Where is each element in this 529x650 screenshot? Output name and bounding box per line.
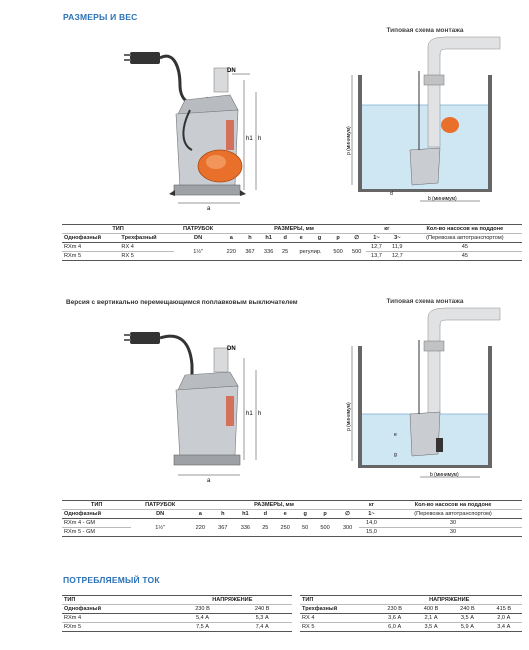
dim-h: h	[258, 136, 262, 142]
dim-b-min: b (минимум)	[428, 196, 457, 202]
th-h: h	[212, 510, 235, 519]
th-v1: 230 В	[376, 605, 412, 614]
dim-g: g	[394, 452, 397, 458]
th-h: h	[241, 234, 260, 243]
cell: 50	[297, 519, 314, 537]
plug-icon	[130, 332, 160, 344]
discharge-pipe	[428, 318, 440, 413]
cell: RX 4	[300, 614, 376, 623]
th-single: Однофазный	[62, 234, 119, 243]
cell: RX 5	[300, 623, 376, 632]
install-caption-1: Типовая схема монтажа	[386, 27, 464, 34]
th-e: e	[292, 234, 310, 243]
section-title-current: ПОТРЕБЛЯЕМЫЙ ТОК	[63, 575, 160, 585]
cell: 15,0	[359, 528, 384, 537]
power-cable	[160, 336, 192, 380]
th-type: ТИП	[300, 596, 376, 605]
cell: 300	[336, 519, 359, 537]
float-icon	[441, 117, 459, 133]
vertical-version-title: Версия с вертикально перемещающимся поплавковым выключателем	[66, 299, 298, 306]
cell: 45	[408, 243, 522, 252]
dim-e: e	[394, 432, 397, 438]
th-dn: DN	[174, 234, 222, 243]
cell: 14,0	[359, 519, 384, 528]
cell: RXm 4	[62, 614, 173, 623]
th-three: Трехфазный	[119, 234, 174, 243]
cell: RXm 4 - GM	[62, 519, 131, 528]
th-transport: (Перевозка автотранспортом)	[408, 234, 522, 243]
th-d: d	[257, 510, 274, 519]
cell: 13,7	[366, 252, 387, 261]
th-v1: 230 В	[173, 605, 233, 614]
cell: 250	[274, 519, 297, 537]
cell: 500	[314, 519, 337, 537]
cell: 367	[212, 519, 235, 537]
th-g: g	[297, 510, 314, 519]
plug-icon	[130, 52, 160, 64]
cell: 6,0 А	[376, 623, 412, 632]
th-d: d	[278, 234, 292, 243]
th-a: a	[222, 234, 241, 243]
dim-dn: DN	[227, 68, 236, 74]
th-p: p	[314, 510, 337, 519]
cell: 220	[222, 243, 241, 261]
th-port: ПАТРУБОК	[131, 501, 189, 510]
cell: 3,5 А	[413, 623, 449, 632]
th-kg3: 3~	[387, 234, 408, 243]
cell: 5,9 А	[449, 623, 485, 632]
install-schema-1	[340, 35, 510, 210]
th-kg1: 1~	[366, 234, 387, 243]
cell: 2,1 А	[413, 614, 449, 623]
th-v2: 400 В	[413, 605, 449, 614]
th-single: Однофазный	[62, 510, 131, 519]
table-row	[62, 243, 522, 252]
th-e: e	[274, 510, 297, 519]
th-type: ТИП	[62, 225, 174, 234]
table-row	[62, 519, 522, 528]
current-table-single	[62, 595, 292, 632]
th-h1: h1	[234, 510, 257, 519]
th-p: p	[329, 234, 348, 243]
dim-p-min: p (минимум)	[346, 126, 352, 155]
th-dims: РАЗМЕРЫ, мм	[189, 501, 359, 510]
dimensions-table-1	[62, 224, 522, 261]
power-cable	[160, 56, 208, 103]
cell: 12,7	[366, 243, 387, 252]
current-table-three	[300, 595, 522, 632]
cell: 3,5 А	[449, 614, 485, 623]
cell: 220	[189, 519, 212, 537]
discharge-pipe	[428, 47, 440, 147]
th-pallet: Кол-во насосов на поддоне	[384, 501, 522, 510]
cell: 11,9	[387, 243, 408, 252]
cell: 25	[278, 243, 292, 261]
th-diameter: ∅	[347, 234, 366, 243]
dim-a-2: a	[207, 478, 211, 484]
dim-a: a	[207, 206, 211, 212]
th-dims: РАЗМЕРЫ, мм	[222, 225, 366, 234]
th-voltage: НАПРЯЖЕНИЕ	[173, 596, 292, 605]
vertical-float-icon	[436, 438, 443, 452]
th-diameter: ∅	[336, 510, 359, 519]
outlet-pipe	[214, 348, 228, 372]
cell: 1½"	[174, 243, 222, 261]
cell: 336	[259, 243, 278, 261]
cell: 7,4 А	[232, 623, 292, 632]
th-v2: 240 В	[232, 605, 292, 614]
cell: 500	[347, 243, 366, 261]
dim-d: d	[390, 191, 393, 197]
dim-b-min-2: b (минимум)	[430, 472, 459, 478]
cell: 30	[384, 528, 522, 537]
table-row	[62, 614, 292, 623]
cell: 2,0 А	[486, 614, 522, 623]
th-transport: (Перевозка автотранспортом)	[384, 510, 522, 519]
cell: 12,7	[387, 252, 408, 261]
cell: 30	[384, 519, 522, 528]
th-single: Однофазный	[62, 605, 173, 614]
th-v3: 240 В	[449, 605, 485, 614]
th-port: ПАТРУБОК	[174, 225, 222, 234]
pump-drawing-float	[120, 40, 285, 215]
table-row	[300, 614, 522, 623]
cell: 500	[329, 243, 348, 261]
th-kg: кг	[359, 501, 384, 510]
dim-h1-2: h1	[246, 411, 253, 417]
cell: 5,4 А	[173, 614, 233, 623]
cell: RXm 5	[62, 623, 173, 632]
th-dn: DN	[131, 510, 189, 519]
table-row	[62, 623, 292, 632]
th-voltage: НАПРЯЖЕНИЕ	[376, 596, 522, 605]
cell: 3,4 А	[486, 623, 522, 632]
dim-p-min-2: p (минимум)	[346, 402, 352, 431]
cell: 7,5 А	[173, 623, 233, 632]
cell: регулир.	[292, 243, 328, 261]
th-kg: кг	[366, 225, 408, 234]
th-g: g	[310, 234, 329, 243]
install-schema-2	[340, 306, 510, 486]
cell: 1½"	[131, 519, 189, 537]
th-a: a	[189, 510, 212, 519]
cell: 367	[241, 243, 260, 261]
dim-h1: h1	[246, 136, 253, 142]
cell: RXm 4	[62, 243, 119, 252]
cell: 336	[234, 519, 257, 537]
th-v4: 415 В	[486, 605, 522, 614]
dimensions-table-2	[62, 500, 522, 537]
cell: RXm 5 - GM	[62, 528, 131, 537]
outlet-pipe	[214, 68, 228, 92]
th-h1: h1	[259, 234, 278, 243]
th-kg1: 1~	[359, 510, 384, 519]
cell: RX 4	[119, 243, 174, 252]
pump-drawing-vertical-float	[120, 320, 285, 490]
cell: RXm 5	[62, 252, 119, 261]
th-type: ТИП	[62, 501, 131, 510]
th-pallet: Кол-во насосов на поддоне	[408, 225, 522, 234]
th-type: ТИП	[62, 596, 173, 605]
cell: 5,3 А	[232, 614, 292, 623]
install-caption-2: Типовая схема монтажа	[386, 298, 464, 305]
cell: RX 5	[119, 252, 174, 261]
section-title-dimensions: РАЗМЕРЫ И ВЕС	[63, 12, 138, 22]
cell: 25	[257, 519, 274, 537]
cell: 45	[408, 252, 522, 261]
dim-dn-2: DN	[227, 346, 236, 352]
table-row	[300, 623, 522, 632]
dim-h-2: h	[258, 411, 262, 417]
cell: 3,6 А	[376, 614, 412, 623]
th-three: Трехфазный	[300, 605, 376, 614]
